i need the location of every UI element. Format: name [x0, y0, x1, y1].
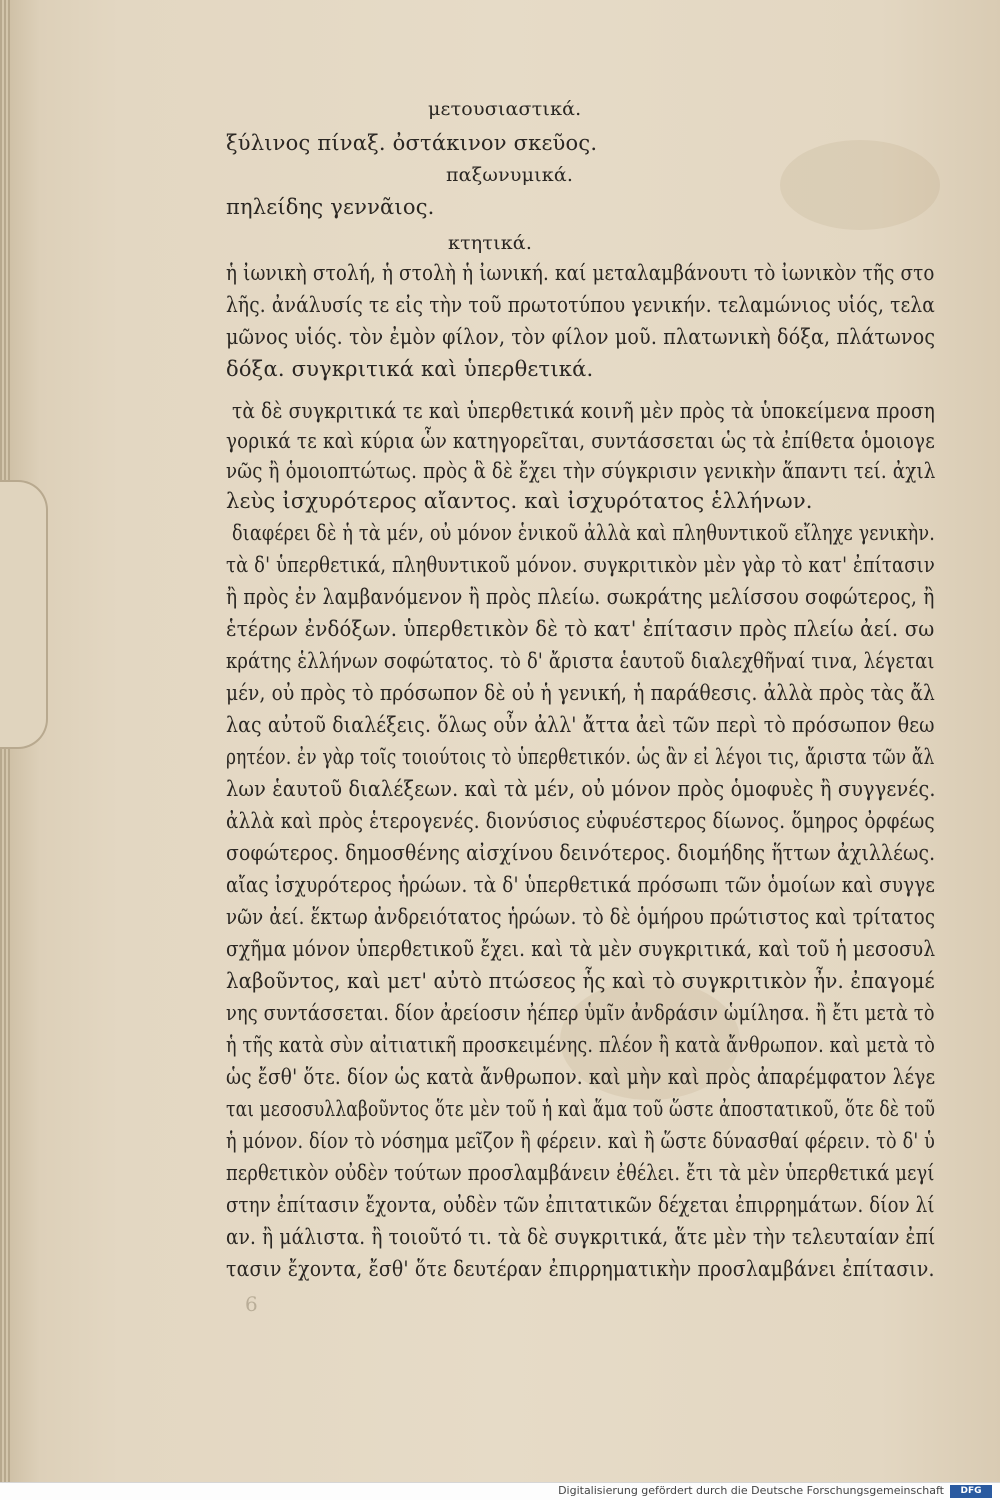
text-line: λας αὐτοῦ διαλέξεις. ὅλως οὖν ἀλλ' ἄττα ἀεὶ τῶν περὶ τὸ πρόσωπον θεω [226, 713, 935, 737]
text-line: αἴας ἰσχυρότερος ἡρώων. τὰ δ' ὑπερθετικά πρόσωπι τῶν ὁμοίων καὶ συγγε [226, 873, 935, 897]
dfg-logo: DFG [950, 1485, 992, 1498]
text-line: λεὺς ἰσχυρότερος αἴαντος. καὶ ἰσχυρότατος ἑλλήνων. [226, 489, 813, 513]
text-line: ἡ μόνον. δίον τὸ νόσημα μεῖζον ἢ φέρειν. καὶ ἢ ὥστε δύνασθαί φέρειν. τὸ δ' ὑ [226, 1129, 936, 1153]
signature-mark: 6 [245, 1292, 258, 1316]
text-line: περθετικὸν οὐδὲν τούτων προσλαμβάνειν ἐθέλει. ἔτι τὰ μὲν ὑπερθετικά μεγί [226, 1161, 935, 1185]
text-line: μῶνος υἱός. τὸν ἐμὸν φίλον, τὸν φίλον μοῦ. πλατωνικὴ δόξα, πλάτωνος [226, 325, 936, 349]
text-line: αν. ἢ μάλιστα. ἢ τοιοῦτό τι. τὰ δὲ συγκριτικά, ἅτε μὲν τὴν τελευταίαν ἐπί [226, 1225, 936, 1249]
text-line: κράτης ἑλλήνων σοφώτατος. τὸ δ' ἄριστα ἑαυτοῦ διαλεχθῆναί τινα, λέγεται [226, 649, 935, 673]
text-line: ξύλινος πίναξ. ὀστάκινον σκεῦος. [226, 131, 598, 155]
text-line: ἀλλὰ καὶ πρὸς ἑτερογενές. διονύσιος εὐφυέστερος δίωνος. ὅμηρος ὀρφέως [226, 809, 935, 833]
text-line: σοφώτερος. δημοσθένης αἰσχίνου δεινότερος. διομήδης ἥττων ἀχιλλέως. [226, 841, 936, 865]
text-line: ἑτέρων ἐνδόξων. ὑπερθετικὸν δὲ τὸ κατ' ἐπίτασιν πρὸς πλείω ἀεί. σω [226, 617, 935, 641]
text-line: τασιν ἔχοντα, ἔσθ' ὅτε δευτέραν ἐπιρρηματικὴν προσλαμβάνει ἐπίτασιν. [226, 1257, 935, 1281]
text-line: ὡς ἔσθ' ὅτε. δίον ὡς κατὰ ἄνθρωπον. καὶ μὴν καὶ πρὸς ἀπαρέμφατον λέγε [226, 1065, 936, 1089]
text-line: μέν, οὐ πρὸς τὸ πρόσωπον δὲ οὐ ἡ γενική, ἡ παράθεσις. ἀλλὰ πρὸς τὰς ἄλ [226, 681, 935, 705]
text-line: τὰ δὲ συγκριτικά τε καὶ ὑπερθετικά κοινῆ μὲν πρὸς τὰ ὑποκείμενα προση [232, 399, 936, 423]
text-line: γορικά τε καὶ κύρια ὧν κατηγορεῖται, συντάσσεται ὡς τὰ ἐπίθετα ὁμοιογε [226, 429, 935, 453]
text-line: ρητέον. ἐν γὰρ τοῖς τοιούτοις τὸ ὑπερθετικόν. ὡς ἂν εἰ λέγοι τις, ἄριστα τῶν ἄλ [226, 745, 935, 769]
text-line: σχῆμα μόνον ὑπερθετικοῦ ἔχει. καὶ τὰ μὲν συγκριτικά, καὶ τοῦ ἡ μεσοσυλ [226, 937, 936, 961]
heading-ktetika: κτητικά. [448, 232, 533, 254]
footer-credit: Digitalisierung gefördert durch die Deutsche Forschungsgemeinschaft [558, 1484, 944, 1497]
text-line: στην ἐπίτασιν ἔχοντα, οὐδὲν τῶν ἐπιτατικῶν δέχεται ἐπιρρημάτων. δίον λί [226, 1193, 935, 1217]
text-line: λαβοῦντος, καὶ μετ' αὐτὸ πτώσεος ἧς καὶ τὸ συγκριτικὸν ἦν. ἐπαγομέ [226, 969, 935, 993]
heading-patronymika: παξωνυμικά. [446, 164, 574, 186]
text-line: ἢ πρὸς ἐν λαμβανόμενον ἢ πρὸς πλείω. σωκράτης μελίσσου σοφώτερος, ἢ [226, 585, 935, 609]
text-line: νης συντάσσεται. δίον ἀρείοσιν ἠέπερ ὑμῖν ἀνδράσιν ὡμίλησα. ἢ ἔτι μετὰ τὸ [226, 1001, 935, 1025]
heading-metousiastika: μετουσιαστικά. [428, 98, 582, 120]
text-line: δόξα. συγκριτικά καὶ ὑπερθετικά. [226, 357, 594, 381]
text-line: διαφέρει δὲ ἡ τὰ μέν, οὐ μόνον ἑνικοῦ ἀλλὰ καὶ πληθυντικοῦ εἴληχε γενικὴν. [232, 521, 936, 545]
text-line: πηλείδης γεννᾶιος. [226, 195, 435, 219]
text-line: λων ἑαυτοῦ διαλέξεων. καὶ τὰ μέν, οὐ μόνον πρὸς ὁμοφυὲς ἢ συγγενές. [226, 777, 936, 801]
text-line: τὰ δ' ὑπερθετικά, πληθυντικοῦ μόνον. συγκριτικὸν μὲν γὰρ τὸ κατ' ἐπίτασιν [226, 553, 935, 577]
text-line: λῆς. ἀνάλυσίς τε εἰς τὴν τοῦ πρωτοτύπου γενικήν. τελαμώνιος υἱός, τελα [226, 293, 935, 317]
text-line: νῶς ἢ ὁμοιοπτώτως. πρὸς ἃ δὲ ἔχει τὴν σύγκρισιν γενικὴν ἅπαντι τεί. ἀχιλ [226, 459, 936, 483]
text-line: ἡ ἰωνικὴ στολή, ἡ στολὴ ἡ ἰωνική. καί μεταλαμβάνουτι τὸ ἰωνικὸν τῆς στο [226, 261, 935, 285]
text-line: ται μεσοσυλλαβοῦντος ὅτε μὲν τοῦ ἡ καὶ ἅμα τοῦ ὥστε ἀποστατικοῦ, ὅτε δὲ τοῦ [226, 1097, 936, 1121]
text-line: νῶν ἀεί. ἕκτωρ ἀνδρειότατος ἡρώων. τὸ δὲ ὁμήρου πρώτιστος καὶ τρίτατος [226, 905, 936, 929]
footer-bar [0, 1482, 1000, 1500]
text-line: ἡ τῆς κατὰ σὺν αἰτιατικῆ προσκειμένης. πλέον ἢ κατὰ ἄνθρωπον. καὶ μετὰ τὸ [226, 1033, 936, 1057]
